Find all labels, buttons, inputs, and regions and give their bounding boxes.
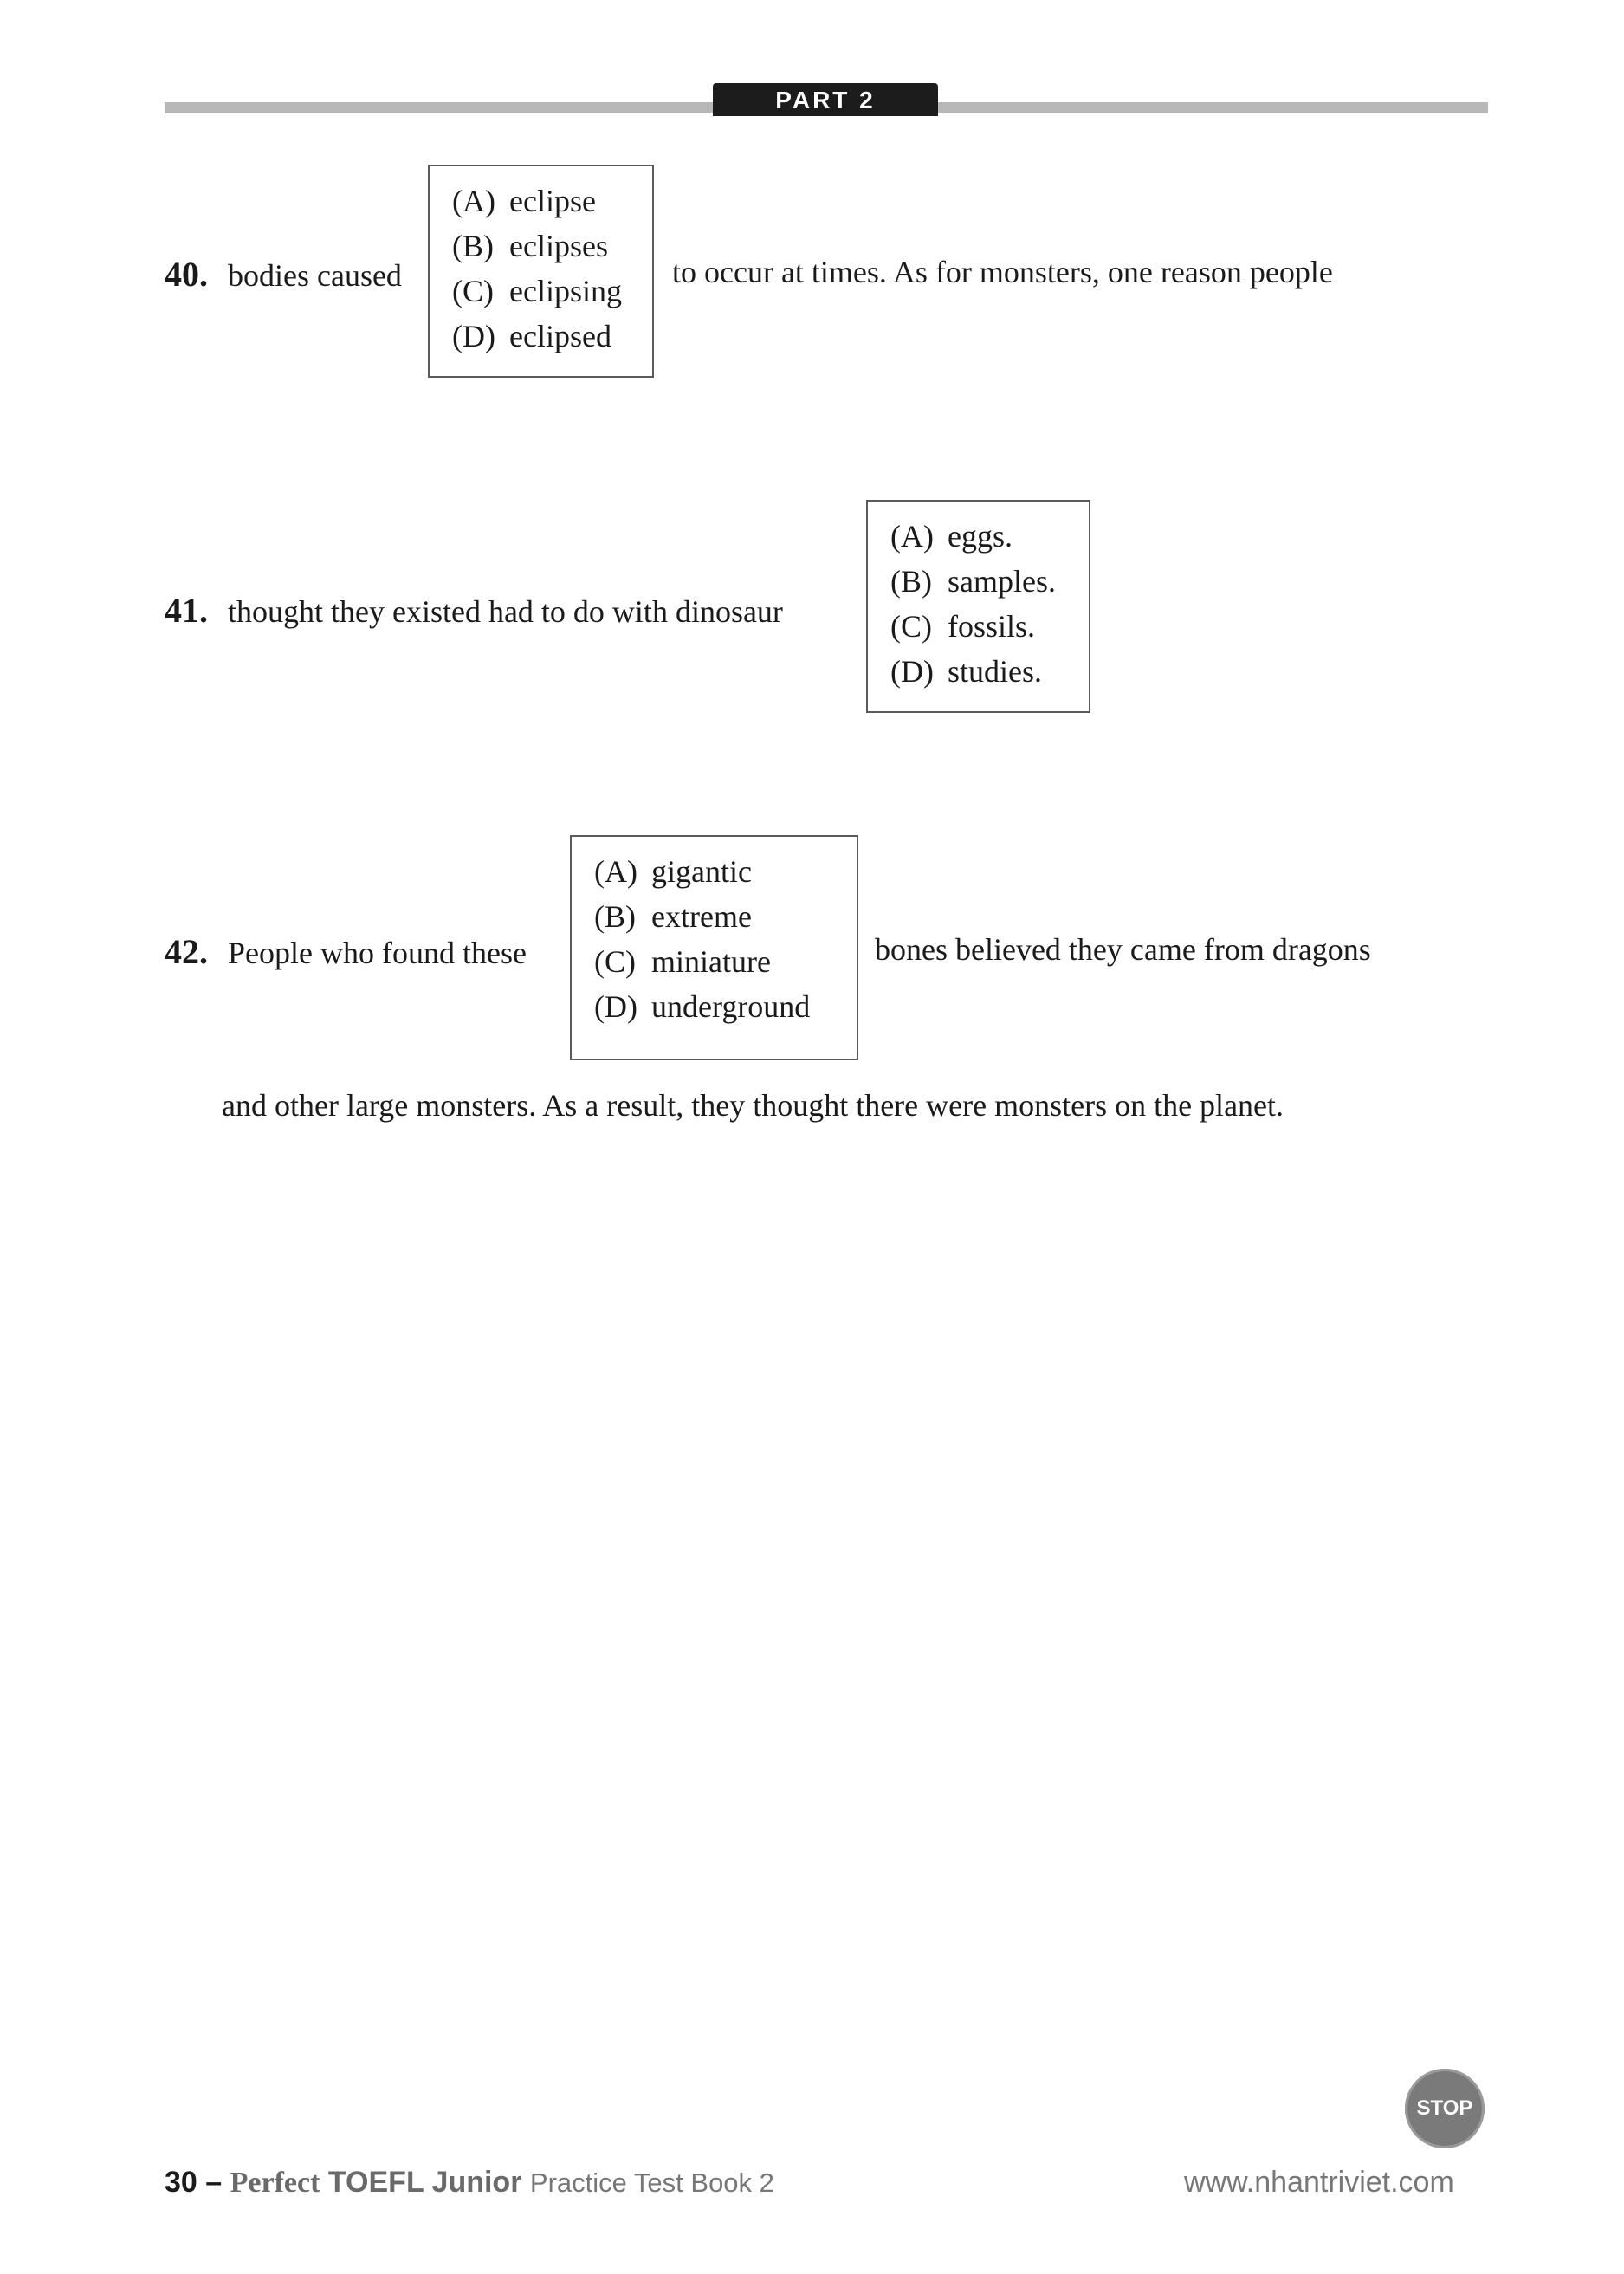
question-42 bbox=[165, 931, 527, 972]
footer-left bbox=[165, 2166, 774, 2199]
question-41 bbox=[165, 590, 783, 631]
choice-c[interactable]: (C) miniature bbox=[594, 944, 771, 979]
question-text-after: to occur at times. As for monsters, one reason people bbox=[672, 255, 1333, 289]
choice-c[interactable]: (C) fossils. bbox=[890, 609, 1036, 644]
question-number: 41. bbox=[165, 591, 208, 630]
question-continuation: and other large monsters. As a result, they thought there were monsters on the planet. bbox=[222, 1088, 1284, 1123]
choice-d[interactable]: (D) underground bbox=[594, 989, 811, 1024]
footer-website[interactable]: www.nhantriviet.com bbox=[1184, 2166, 1454, 2199]
question-number: 42. bbox=[165, 932, 208, 971]
choice-d[interactable]: (D) studies. bbox=[890, 654, 1043, 689]
question-text-before: People who found these bbox=[228, 936, 527, 970]
choice-b[interactable]: (B) samples. bbox=[890, 564, 1056, 599]
choice-d[interactable]: (D) eclipsed bbox=[452, 319, 611, 353]
choice-b[interactable]: (B) eclipses bbox=[452, 229, 608, 263]
question-text-before: bodies caused bbox=[228, 258, 402, 293]
choice-a[interactable]: (A) eclipse bbox=[452, 184, 596, 218]
choice-c[interactable]: (C) eclipsing bbox=[452, 274, 622, 308]
brand-bold: Perfect bbox=[230, 2167, 320, 2199]
part-label-tab: PART 2 bbox=[713, 83, 938, 116]
choice-a[interactable]: (A) gigantic bbox=[594, 854, 752, 889]
stop-badge: STOP bbox=[1405, 2069, 1485, 2148]
footer-separator: – bbox=[205, 2166, 223, 2199]
choice-b[interactable]: (B) extreme bbox=[594, 899, 752, 934]
question-number: 40. bbox=[165, 255, 208, 294]
question-text-before: thought they existed had to do with dinosaur bbox=[228, 594, 783, 629]
page-number: 30 bbox=[165, 2166, 197, 2199]
brand-main: TOEFL Junior bbox=[327, 2166, 522, 2199]
answer-choices-41 bbox=[866, 500, 1090, 713]
answer-choices-42 bbox=[570, 835, 858, 1060]
question-40 bbox=[165, 254, 402, 295]
choice-a[interactable]: (A) eggs. bbox=[890, 519, 1013, 554]
brand-sub: Practice Test Book 2 bbox=[529, 2167, 774, 2198]
question-text-after: bones believed they came from dragons bbox=[875, 932, 1371, 967]
answer-choices-40 bbox=[428, 165, 654, 378]
